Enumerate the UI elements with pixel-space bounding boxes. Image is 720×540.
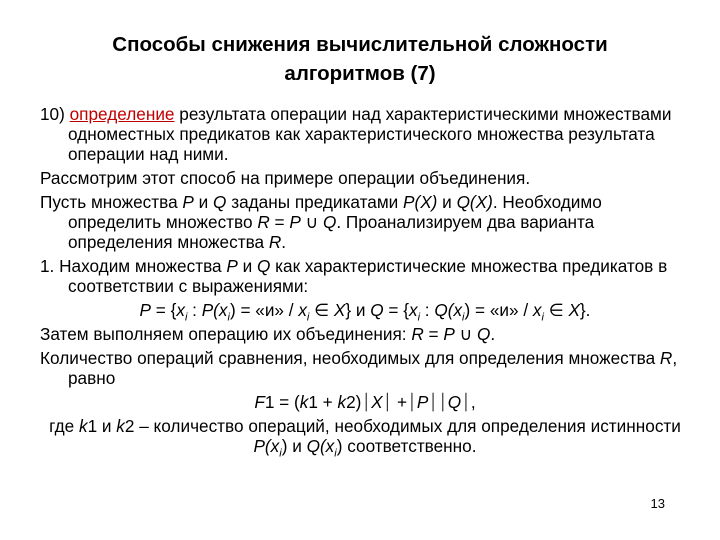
formula-characteristic-sets: $P = \{x_i$ : $P(x_i)$ = «и» / $x_i$ ∈ X} и $Q = \{x_i$ : $Q(x_i)$ = «и» / $x_i$ ∈ X}. xyxy=(139,300,591,324)
formula-f1: F1 = (k1 + k2)⏐X⏐ +⏐P⏐⏐Q⏐, xyxy=(254,392,476,412)
paragraph-where-k: где k1 и k2 – количество операций, необходимых для определения истинности $P(x_i)$ и $Q(x_i)$ соответственно. xyxy=(49,416,681,460)
title-line-2: алгоритмов (7) xyxy=(284,62,436,85)
term-definition: определение xyxy=(69,104,175,124)
page-number: 13 xyxy=(650,496,665,511)
paragraph-sets-given: Пусть множества P и Q заданы предикатами P(X) и Q(X). Необходимо определить множество R = P ∪ Q. Проанализируем два варианта определения множества R. xyxy=(40,192,602,252)
slide-title xyxy=(40,30,680,88)
title-line-1: Способы снижения вычислительной сложности xyxy=(112,33,608,56)
paragraph-method-10: 10) определение результата операции над характеристическими множествами одноместных предикатов как характеристического множества результата операции над ними. xyxy=(40,104,672,164)
slide-body xyxy=(40,104,690,460)
paragraph-step-1: 1. Находим множества P и Q как характеристические множества предикатов в соответствии с выражениями: xyxy=(40,256,668,296)
paragraph-operation-count: Количество операций сравнения, необходимых для определения множества R, равно xyxy=(40,348,678,388)
paragraph-consider-example: Рассмотрим этот способ на примере операции объединения. xyxy=(40,168,531,188)
paragraph-union: Затем выполняем операцию их объединения: R = P ∪ Q. xyxy=(40,324,496,344)
